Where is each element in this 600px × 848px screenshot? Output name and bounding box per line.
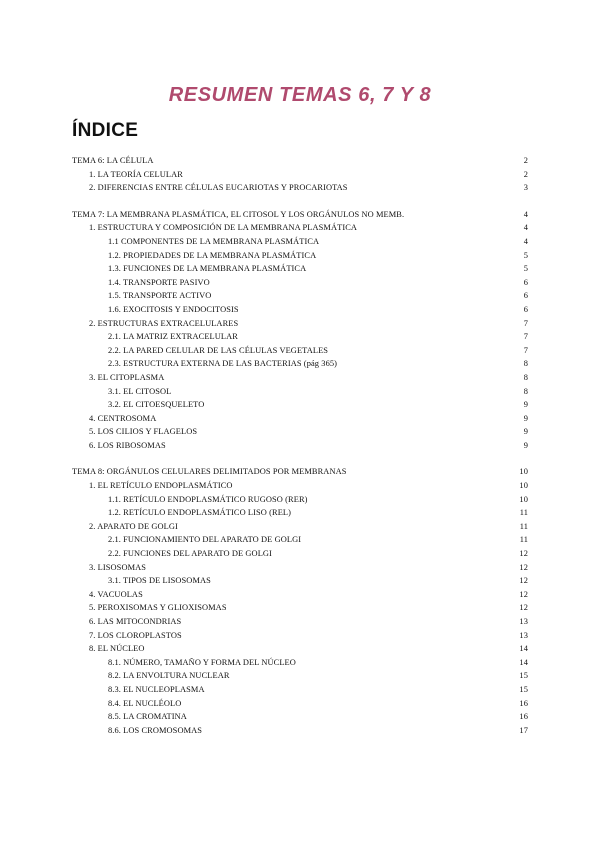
toc-entry[interactable] [72,317,528,331]
toc-entry-label: 2.2. LA PARED CELULAR DE LAS CÉLULAS VEGETALES [108,345,329,355]
toc-page-number: 17 [519,725,528,735]
toc-entry-label: 5. PEROXISOMAS Y GLIOXISOMAS [89,603,227,613]
toc-entry-label: 3.2. EL CITOESQUELETO [108,400,205,410]
toc-page-number: 10 [519,481,528,491]
toc-page-number: 12 [519,549,528,559]
toc-entry-label: 2. ESTRUCTURAS EXTRACELULARES [89,318,239,328]
toc-entry[interactable] [72,181,528,195]
toc-entry[interactable] [72,425,528,439]
toc-page-number: 15 [519,671,528,681]
toc-entry-label: 4. CENTROSOMA [89,413,157,423]
toc-entry[interactable] [72,412,528,426]
toc-entry-label: 1.6. EXOCITOSIS Y ENDOCITOSIS [108,304,239,314]
toc-entry[interactable] [72,697,528,711]
toc-entry-label: 8.5. LA CROMATINA [108,712,187,722]
toc-entry[interactable] [72,385,528,399]
toc-page-number: 3 [523,183,528,193]
toc-entry[interactable] [72,493,528,507]
toc-entry[interactable] [72,221,528,235]
toc-entry-label: TEMA 6: LA CÉLULA [72,156,154,165]
toc-page-number: 15 [519,684,528,694]
toc-entry-label: 2. APARATO DE GOLGI [89,521,178,531]
toc-page-number: 6 [523,304,528,314]
toc-page-number: 9 [523,413,528,423]
toc-entry-label: 8.6. LOS CROMOSOMAS [108,725,203,735]
toc-page-number: 9 [523,427,528,437]
toc-entry-label: TEMA 8: ORGÁNULOS CELULARES DELIMITADOS POR MEMBRANAS [72,467,347,477]
toc-entry-label: 2.1. FUNCIONAMIENTO DEL APARATO DE GOLGI [108,535,302,545]
toc-entry-label: 3. EL CITOPLASMA [89,372,165,382]
toc-entry[interactable] [72,371,528,385]
toc-page-number: 11 [519,535,528,545]
toc-entry-label: 3.1. EL CITOSOL [108,386,172,396]
toc-entry[interactable] [72,289,528,303]
toc-entry-label: 1.4. TRANSPORTE PASIVO [108,277,210,287]
toc-entry-label: 7. LOS CLOROPLASTOS [89,630,182,640]
toc-page-number: 13 [519,617,528,626]
toc-entry[interactable] [72,656,528,670]
toc-entry[interactable] [72,533,528,547]
toc-entry-label: 4. VACUOLAS [89,589,143,599]
toc-entry-label: 2. DIFERENCIAS ENTRE CÉLULAS EUCARIOTAS Y PROCARIOTAS [89,183,348,193]
toc-entry[interactable] [72,669,528,683]
toc-page-number: 4 [523,223,528,233]
toc-page-number: 9 [523,440,528,450]
toc-page-number: 6 [523,277,528,287]
toc-entry-label: TEMA 7: LA MEMBRANA PLASMÁTICA, EL CITOSOL Y LOS ORGÁNULOS NO MEMB. [72,209,405,219]
toc-entry-label: 2.1. LA MATRIZ EXTRACELULAR [108,332,238,342]
toc-entry-label: 1.1 COMPONENTES DE LA MEMBRANA PLASMÁTICA [108,236,320,246]
toc-entry[interactable] [72,642,528,656]
toc-entry-label: 1.3. FUNCIONES DE LA MEMBRANA PLASMÁTICA [108,264,307,274]
index-heading: ÍNDICE [72,120,139,141]
toc-page-number: 10 [519,494,528,504]
toc-page-number: 2 [523,169,528,179]
toc-page-number: 9 [523,400,528,410]
toc-entry[interactable] [72,724,528,738]
toc-page-number: 7 [523,332,528,342]
toc-entry[interactable] [72,439,528,453]
toc-entry[interactable] [72,601,528,615]
toc-entry[interactable] [72,547,528,561]
toc-entry[interactable] [72,357,528,371]
toc-page-number: 12 [519,576,528,586]
toc-page-number: 7 [523,318,528,328]
toc-entry[interactable] [72,520,528,534]
toc-page-number: 2 [523,156,528,165]
toc-page-number: 12 [519,562,528,572]
toc-chapter-entry[interactable] [72,465,528,479]
toc-chapter-entry[interactable] [72,208,528,222]
toc-page-number: 10 [519,467,528,477]
toc-entry-label: 1. ESTRUCTURA Y COMPOSICIÓN DE LA MEMBRANA PLASMÁTICA [89,223,358,233]
toc-entry[interactable] [72,249,528,263]
document-title: RESUMEN TEMAS 6, 7 Y 8 [168,84,432,106]
toc-entry[interactable] [72,561,528,575]
toc-page-number: 8 [523,372,528,382]
toc-page-number: 11 [519,521,528,531]
toc-entry-label: 1. EL RETÍCULO ENDOPLASMÁTICO [89,481,233,491]
toc-entry[interactable] [72,615,528,629]
toc-page-number: 8 [523,359,528,369]
table-of-contents [72,154,528,737]
toc-page-number: 7 [523,345,528,355]
toc-page-number: 6 [523,291,528,301]
toc-entry-label: 1.2. PROPIEDADES DE LA MEMBRANA PLASMÁTICA [108,250,317,260]
toc-entry-label: 8.4. EL NUCLÉOLO [108,698,182,708]
toc-entry-label: 2.3. ESTRUCTURA EXTERNA DE LAS BACTERIAS (pág 365) [108,359,338,369]
toc-entry[interactable] [72,629,528,643]
toc-entry[interactable] [72,398,528,412]
toc-entry[interactable] [72,710,528,724]
toc-page-number: 13 [519,630,528,640]
toc-entry[interactable] [72,276,528,290]
toc-entry-label: 5. LOS CILIOS Y FLAGELOS [89,427,198,437]
toc-page-number: 4 [523,236,528,246]
toc-page-number: 4 [523,209,528,219]
toc-page-number: 11 [519,508,528,518]
toc-page-number: 12 [519,603,528,613]
toc-entry[interactable] [72,683,528,697]
toc-page-number: 16 [519,698,528,708]
toc-entry-label: 8.2. LA ENVOLTURA NUCLEAR [108,671,230,681]
toc-entry-label: 1.1. RETÍCULO ENDOPLASMÁTICO RUGOSO (RER) [108,494,308,504]
toc-entry-label: 1. LA TEORÍA CELULAR [89,169,183,179]
toc-entry-label: 1.2. RETÍCULO ENDOPLASMÁTICO LISO (REL) [108,508,292,518]
toc-page-number: 5 [523,250,528,260]
toc-entry[interactable] [72,235,528,249]
toc-page-number: 14 [519,657,528,667]
toc-entry-label: 8. EL NÚCLEO [89,644,145,654]
toc-entry[interactable] [72,479,528,493]
toc-page-number: 16 [519,712,528,722]
toc-page-number: 8 [523,386,528,396]
toc-entry[interactable] [72,168,528,182]
toc-page-number: 12 [519,589,528,599]
toc-entry-label: 8.1. NÚMERO, TAMAÑO Y FORMA DEL NÚCLEO [108,657,296,667]
toc-entry-label: 2.2. FUNCIONES DEL APARATO DE GOLGI [108,549,272,559]
toc-entry-label: 3. LISOSOMAS [89,562,147,572]
toc-entry[interactable] [72,574,528,588]
toc-page-number: 14 [519,644,528,654]
toc-entry[interactable] [72,588,528,602]
toc-entry[interactable] [72,330,528,344]
toc-entry[interactable] [72,303,528,317]
toc-entry-label: 6. LAS MITOCONDRIAS [89,617,182,626]
toc-entry-label: 1.5. TRANSPORTE ACTIVO [108,291,212,301]
toc-entry[interactable] [72,262,528,276]
toc-entry-label: 8.3. EL NUCLEOPLASMA [108,684,205,694]
toc-entry[interactable] [72,344,528,358]
toc-chapter-entry[interactable] [72,154,528,168]
toc-entry-label: 6. LOS RIBOSOMAS [89,440,166,450]
toc-page-number: 5 [523,264,528,274]
toc-entry-label: 3.1. TIPOS DE LISOSOMAS [108,576,211,586]
toc-entry[interactable] [72,506,528,520]
